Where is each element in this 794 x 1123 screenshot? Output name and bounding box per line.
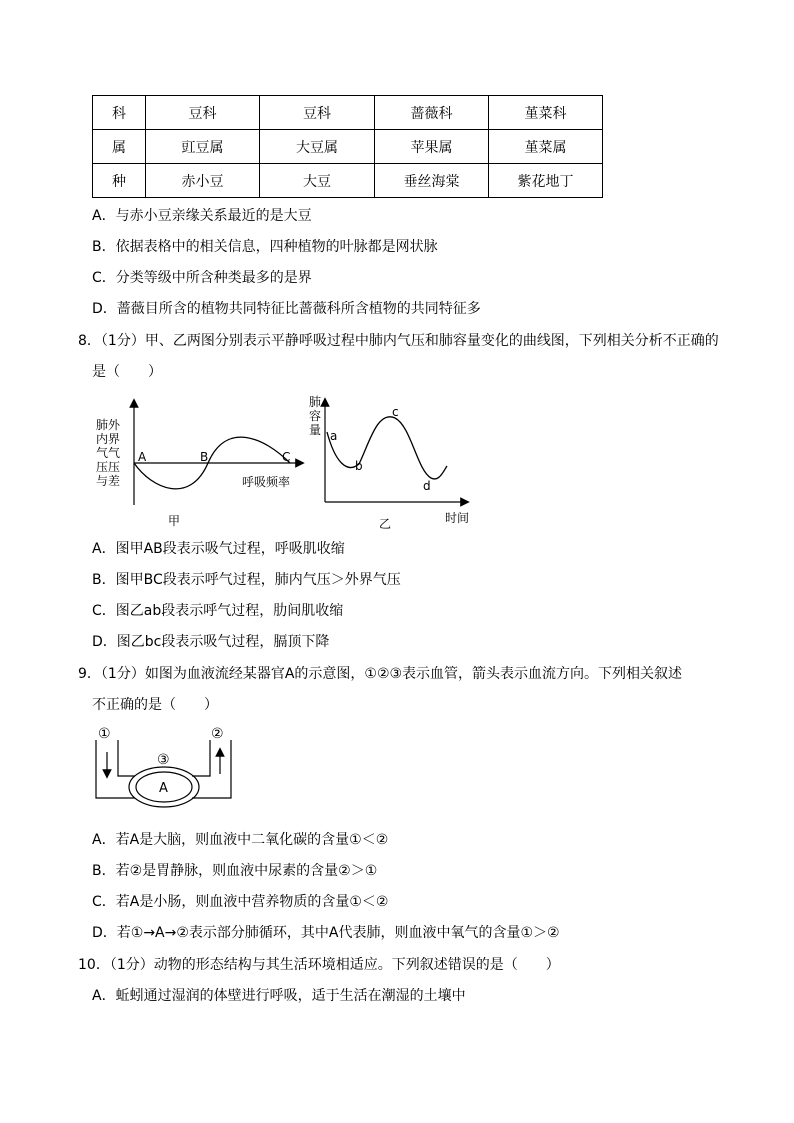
vessel-label-3: ③ (157, 752, 170, 768)
q8-option-c: C．图乙ab段表示呼气过程，肋间肌收缩 (92, 603, 344, 619)
table-cell: 垂丝海棠 (375, 164, 489, 198)
q9-option-a: A．若A是大脑，则血液中二氧化碳的含量①＜② (92, 832, 389, 848)
q8-option-b: B．图甲BC段表示呼气过程，肺内气压＞外界气压 (92, 572, 401, 588)
table-cell: 赤小豆 (146, 164, 260, 198)
table-cell: 紫花地丁 (489, 164, 603, 198)
y-label: 压压 (96, 460, 121, 474)
x-label: 时间 (445, 511, 470, 525)
q9-option-b: B．若②是胃静脉，则血液中尿素的含量②＞① (92, 863, 378, 879)
q7-option-b: B．依据表格中的相关信息，四种植物的叶脉都是网状脉 (92, 239, 438, 255)
table-row (93, 96, 603, 130)
q9-option-d: D．若①→A→②表示部分肺循环，其中A代表肺，则血液中氧气的含量①＞② (92, 925, 560, 941)
q8-stem-cont: 是（ ） (92, 364, 162, 380)
point-label: d (423, 479, 431, 493)
table-cell: 大豆 (260, 164, 375, 198)
y-label: 量 (309, 423, 322, 437)
vessel-inner-right (192, 740, 210, 776)
row-head: 科 (93, 96, 146, 130)
table-row (93, 130, 603, 164)
y-label: 与差 (96, 474, 121, 488)
point-label: B (200, 450, 209, 464)
y-label: 肺外 (96, 418, 121, 432)
classification-table (92, 95, 603, 198)
y-label: 容 (309, 409, 322, 423)
point-label: b (355, 459, 363, 473)
q10-stem: 10．（1分）动物的形态结构与其生活环境相适应。下列叙述错误的是（ ） (78, 957, 560, 973)
table-cell: 苹果属 (375, 130, 489, 164)
table-cell: 豆科 (260, 96, 375, 130)
figure-blood-flow (90, 722, 240, 812)
table-cell: 豆科 (146, 96, 260, 130)
table-cell: 蔷薇科 (375, 96, 489, 130)
x-label: 呼吸频率 (242, 475, 291, 489)
table-cell: 大豆属 (260, 130, 375, 164)
q8-option-a: A．图甲AB段表示吸气过程，呼吸肌收缩 (92, 541, 345, 557)
y-label: 气气 (96, 446, 121, 460)
table-cell: 堇菜科 (489, 96, 603, 130)
figure-caption: 乙 (379, 517, 392, 531)
point-label: c (392, 405, 399, 419)
point-label: C (282, 450, 291, 464)
q9-stem: 9．（1分）如图为血液流经某器官A的示意图，①②③表示血管，箭头表示血流方向。下列相关叙述 (78, 666, 683, 682)
vessel-inner-left (118, 740, 135, 776)
vessel-label-2: ② (211, 726, 224, 742)
figure-jia (90, 395, 305, 535)
q7-option-a: A．与赤小豆亲缘关系最近的是大豆 (92, 208, 312, 224)
table-cell: 豇豆属 (146, 130, 260, 164)
q7-option-c: C．分类等级中所含种类最多的是界 (92, 270, 312, 286)
row-head: 种 (93, 164, 146, 198)
q9-stem-cont: 不正确的是（ ） (92, 697, 218, 713)
q8-stem: 8．（1分）甲、乙两图分别表示平静呼吸过程中肺内气压和肺容量变化的曲线图，下列相关分析不正确的 (78, 333, 719, 349)
vessel-outer-right (192, 740, 231, 798)
figure-caption: 甲 (168, 514, 181, 528)
vessel-label-1: ① (98, 726, 111, 742)
y-label: 内界 (96, 432, 121, 446)
figure-yi (305, 392, 485, 535)
q10-option-a: A．蚯蚓通过湿润的体壁进行呼吸，适于生活在潮湿的土壤中 (92, 988, 466, 1004)
point-label: A (138, 450, 147, 464)
table-cell: 堇菜属 (489, 130, 603, 164)
point-label: a (330, 429, 338, 443)
q8-option-d: D．图乙bc段表示吸气过程，膈顶下降 (92, 634, 330, 650)
volume-curve (327, 417, 447, 479)
row-head: 属 (93, 130, 146, 164)
q9-option-c: C．若A是小肠，则血液中营养物质的含量①＜② (92, 894, 389, 910)
table-row (93, 164, 603, 198)
organ-label: A (159, 781, 168, 796)
q7-option-d: D．蔷薇目所含的植物共同特征比蔷薇科所含植物的共同特征多 (92, 301, 481, 317)
y-label: 肺 (309, 395, 322, 409)
